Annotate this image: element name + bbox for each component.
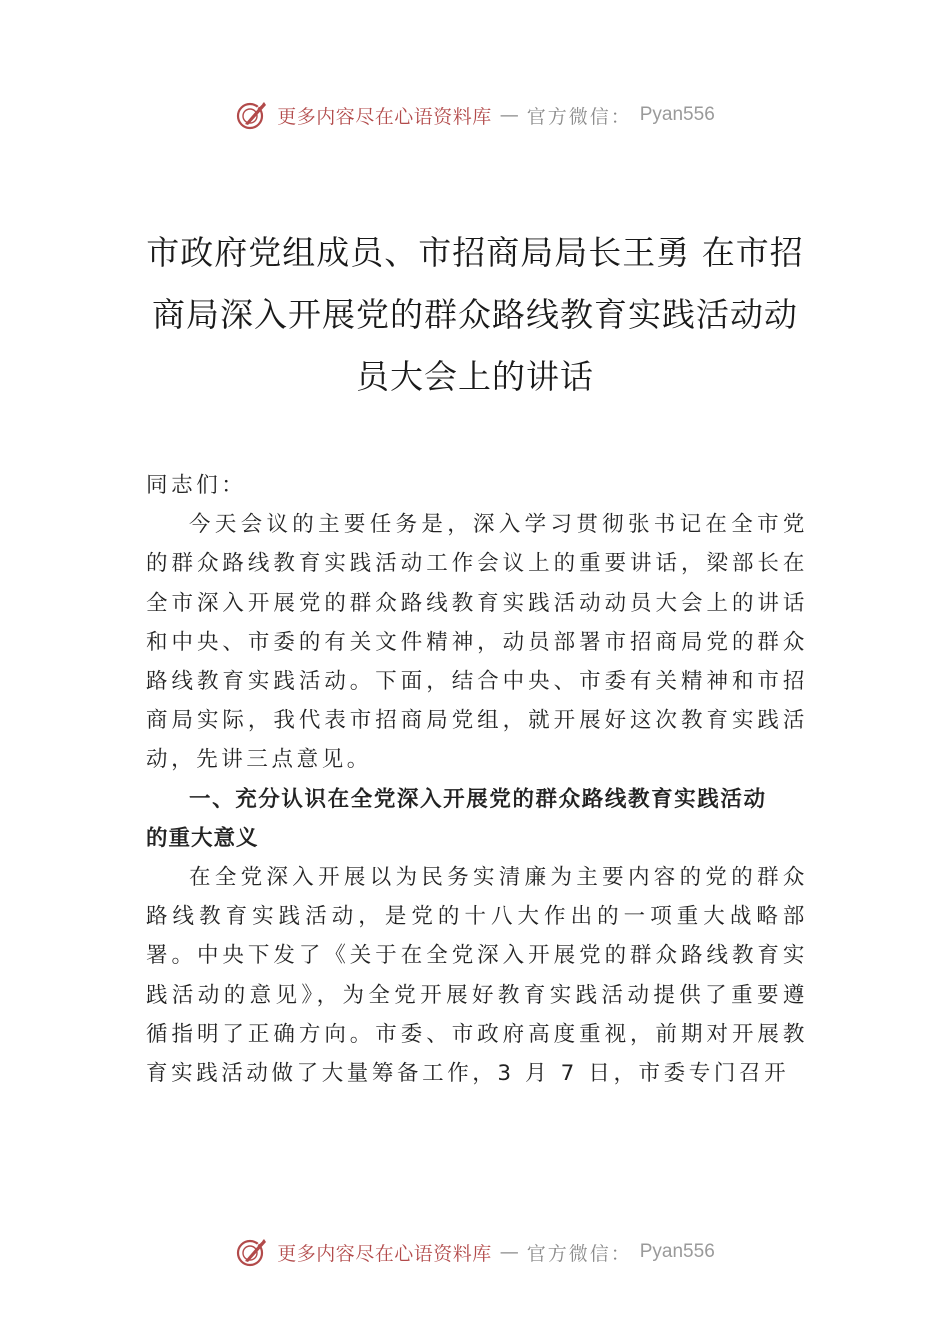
paragraph: 在全党深入开展以为民务实清廉为主要内容的党的群众路线教育实践活动，是党的十八大作出的一项重大战略部署。中央下发了《关于在全党深入开展党的群众路线教育实践活动的意见》，为全党开展好教育实践活动提供了重要遵 循指明了正确方向。市委、市政府高度重视，前期对开展教育实践活动做了大量筹备工作，3 月 7 日，市委专门召开 bbox=[146, 865, 808, 1087]
document-title: 市政府党组成员、市招商局局长王勇 在市招商局深入开展党的群众路线教育实践活动动员大会上的讲话 bbox=[146, 233, 804, 396]
quill-logo-icon bbox=[235, 1235, 269, 1269]
wechat-label: 官方微信： bbox=[526, 1242, 632, 1265]
banner-text: 更多内容尽在心语资料库 bbox=[277, 105, 492, 128]
wechat-label: 官方微信： bbox=[526, 105, 632, 128]
banner-text: 更多内容尽在心语资料库 bbox=[277, 1242, 492, 1265]
salutation: 同志们： bbox=[146, 473, 247, 498]
wechat-id: Pyan556 bbox=[639, 1241, 715, 1262]
paragraph: 今天会议的主要任务是，深入学习贯彻张书记在全市党的群众路线教育实践活动工作会议上的重要讲话，梁部长在全市深入开展党的群众路线教育实践活动动员大会上的讲话和中央、市委的有关文件精神，动员部署市招商局党的群众路线教育实践活动。下面，结合中央、市委有关精神和市招商局实际，我代表市招商局党组，就开展好这次教育实践活动，先讲三点意见。 bbox=[146, 512, 808, 773]
footer-banner bbox=[0, 1232, 950, 1272]
quill-logo-icon bbox=[235, 98, 269, 132]
wechat-id: Pyan556 bbox=[639, 104, 715, 125]
header-banner bbox=[0, 95, 950, 135]
banner-separator: — bbox=[499, 1241, 519, 1263]
section-heading: 一、充分认识在全党深入开展党的群众路线教育实践活动的重大意义 bbox=[146, 786, 766, 851]
banner-separator: — bbox=[499, 104, 519, 126]
document-body bbox=[146, 466, 808, 1093]
